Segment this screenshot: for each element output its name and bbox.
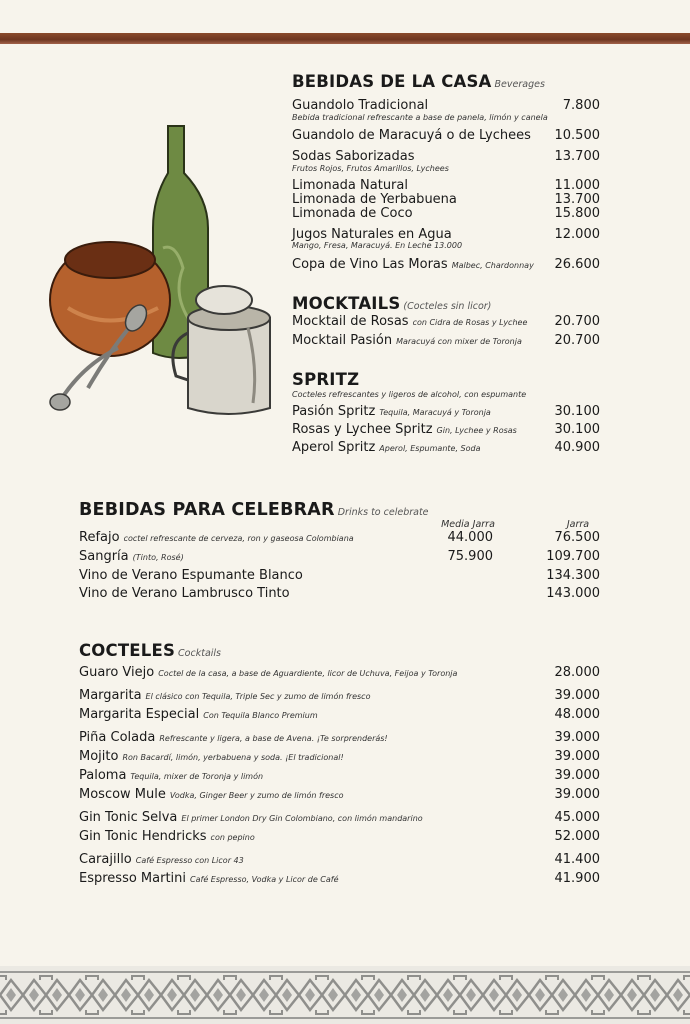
item-description: Malbec, Chardonnay <box>451 261 534 270</box>
section-title-celebrar: BEBIDAS PARA CELEBRAR Drinks to celebrate <box>79 500 429 520</box>
item-description: Café Espresso con Licor 43 <box>135 856 244 865</box>
menu-item-copa-vino: Copa de Vino Las Moras Malbec, Chardonnay <box>292 257 534 272</box>
menu-item-guaro-viejo: Guaro Viejo Coctel de la casa, a base de Aguardiente, licor de Uchuva, Feijoa y Toronja <box>79 665 458 680</box>
menu-item-refajo: Refajo coctel refrescante de cerveza, ron y gaseosa Colombiana <box>79 530 354 545</box>
item-price: 39.000 <box>554 787 600 802</box>
menu-item-vino-espumante: Vino de Verano Espumante Blanco <box>79 568 303 583</box>
item-description: Gin, Lychee y Rosas <box>436 426 517 435</box>
geometric-pattern-border <box>0 966 690 1024</box>
menu-item-margarita-especial: Margarita Especial Con Tequila Blanco Premium <box>79 707 318 722</box>
menu-item-espresso-martini: Espresso Martini Café Espresso, Vodka y Licor de Café <box>79 871 339 886</box>
item-price: 39.000 <box>554 768 600 783</box>
section-subtitle: Cocktails <box>178 648 221 659</box>
item-price: 20.700 <box>554 333 600 348</box>
column-header-jarra: Jarra <box>566 519 590 530</box>
item-description: Aperol, Espumante, Soda <box>379 444 481 453</box>
section-subtitle: (Cocteles sin licor) <box>403 301 492 312</box>
menu-item-limonada-yerbabuena: Limonada de Yerbabuena <box>292 192 457 207</box>
item-price: 41.400 <box>554 852 600 867</box>
item-price: 45.000 <box>554 810 600 825</box>
item-price: 30.100 <box>554 422 600 437</box>
item-description: Frutos Rojos, Frutos Amarillos, Lychees <box>292 164 449 173</box>
menu-item-paloma: Paloma Tequila, mixer de Toronja y limón <box>79 768 264 783</box>
menu-item-mocktail-pasion: Mocktail Pasión Maracuyá con mixer de Toronja <box>292 333 522 348</box>
item-price: 48.000 <box>554 707 600 722</box>
item-description: Mango, Fresa, Maracuyá. En Leche 13.000 <box>292 241 463 250</box>
section-subtitle: Drinks to celebrate <box>337 507 429 518</box>
menu-item-sangria: Sangría (Tinto, Rosé) <box>79 549 184 564</box>
menu-item-vino-lambrusco: Vino de Verano Lambrusco Tinto <box>79 586 290 601</box>
item-price: 20.700 <box>554 314 600 329</box>
section-title-spritz: SPRITZ <box>292 370 360 389</box>
item-price-media: 75.900 <box>447 549 493 564</box>
menu-item-pasion-spritz: Pasión Spritz Tequila, Maracuyá y Toronja <box>292 404 491 419</box>
section-title-mocktails: MOCKTAILS (Cocteles sin licor) <box>292 294 492 313</box>
item-price-jarra: 76.500 <box>554 530 600 545</box>
item-price: 15.800 <box>554 206 600 221</box>
item-description: Bebida tradicional refrescante a base de panela, limón y canela <box>292 113 548 122</box>
item-price: 52.000 <box>554 829 600 844</box>
item-description: con Cidra de Rosas y Lychee <box>412 318 528 327</box>
item-description: El clásico con Tequila, Triple Sec y zumo de limón fresco <box>145 692 371 701</box>
item-price: 39.000 <box>554 749 600 764</box>
item-description: Café Espresso, Vodka y Licor de Café <box>190 875 339 884</box>
item-description: Refrescante y ligera, a base de Avena. ¡Te sorprenderás! <box>159 734 388 743</box>
item-description: Tequila, Maracuyá y Toronja <box>379 408 491 417</box>
item-price-media: 44.000 <box>447 530 493 545</box>
item-description: Ron Bacardí, limón, yerbabuena y soda. ¡El tradicional! <box>122 753 344 762</box>
item-price: 28.000 <box>554 665 600 680</box>
menu-item-pina-colada: Piña Colada Refrescante y ligera, a base de Avena. ¡Te sorprenderás! <box>79 730 388 745</box>
item-price: 11.000 <box>554 178 600 193</box>
item-description: (Tinto, Rosé) <box>132 553 184 562</box>
item-description: Tequila, mixer de Toronja y limón <box>130 772 264 781</box>
item-price: 41.900 <box>554 871 600 886</box>
menu-item-gin-tonic-selva: Gin Tonic Selva El primer London Dry Gin Colombiano, con limón mandarino <box>79 810 423 825</box>
menu-item-rosas-lychee-spritz: Rosas y Lychee Spritz Gin, Lychee y Rosas <box>292 422 517 437</box>
item-price: 30.100 <box>554 404 600 419</box>
menu-item-moscow-mule: Moscow Mule Vodka, Ginger Beer y zumo de limón fresco <box>79 787 344 802</box>
clay-pot-bottle-jug-illustration <box>48 118 288 418</box>
item-price-jarra: 134.300 <box>546 568 600 583</box>
item-price: 13.700 <box>554 149 600 164</box>
item-price-jarra: 143.000 <box>546 586 600 601</box>
item-price-jarra: 109.700 <box>546 549 600 564</box>
menu-item-margarita: Margarita El clásico con Tequila, Triple Sec y zumo de limón fresco <box>79 688 371 703</box>
item-price: 12.000 <box>554 227 600 242</box>
item-price: 40.900 <box>554 440 600 455</box>
item-price: 39.000 <box>554 730 600 745</box>
item-price: 10.500 <box>554 128 600 143</box>
menu-item-mocktail-rosas: Mocktail de Rosas con Cidra de Rosas y Lychee <box>292 314 528 329</box>
menu-item-guandolo-tradicional: Guandolo Tradicional <box>292 98 429 113</box>
menu-item-sodas-saborizadas: Sodas Saborizadas <box>292 149 415 164</box>
section-subtitle: Beverages <box>494 79 545 90</box>
menu-item-guandolo-maracuya: Guandolo de Maracuyá o de Lychees <box>292 128 531 143</box>
item-description: Coctel de la casa, a base de Aguardiente, licor de Uchuva, Feijoa y Toronja <box>158 669 458 678</box>
item-description: con pepino <box>210 833 255 842</box>
top-decorative-bar <box>0 33 690 44</box>
menu-item-limonada-coco: Limonada de Coco <box>292 206 413 221</box>
menu-item-gin-tonic-hendricks: Gin Tonic Hendricks con pepino <box>79 829 255 844</box>
item-price: 39.000 <box>554 688 600 703</box>
menu-item-carajillo: Carajillo Café Espresso con Licor 43 <box>79 852 244 867</box>
section-note: Cocteles refrescantes y ligeros de alcohol, con espumante <box>292 390 527 399</box>
column-header-media-jarra: Media Jarra <box>441 519 495 530</box>
menu-item-aperol-spritz: Aperol Spritz Aperol, Espumante, Soda <box>292 440 481 455</box>
item-description: El primer London Dry Gin Colombiano, con limón mandarino <box>181 814 423 823</box>
menu-item-limonada-natural: Limonada Natural <box>292 178 408 193</box>
item-description: Vodka, Ginger Beer y zumo de limón fresco <box>169 791 344 800</box>
section-title-bebidas-casa: BEBIDAS DE LA CASA Beverages <box>292 72 545 91</box>
menu-item-jugos-naturales: Jugos Naturales en Agua <box>292 227 452 242</box>
item-description: Con Tequila Blanco Premium <box>203 711 318 720</box>
item-price: 13.700 <box>554 192 600 207</box>
item-price: 26.600 <box>554 257 600 272</box>
item-description: Maracuyá con mixer de Toronja <box>396 337 522 346</box>
item-price: 7.800 <box>562 98 600 113</box>
section-title-cocteles: COCTELES Cocktails <box>79 641 221 660</box>
item-description: coctel refrescante de cerveza, ron y gaseosa Colombiana <box>123 534 354 543</box>
menu-item-mojito: Mojito Ron Bacardí, limón, yerbabuena y soda. ¡El tradicional! <box>79 749 344 764</box>
